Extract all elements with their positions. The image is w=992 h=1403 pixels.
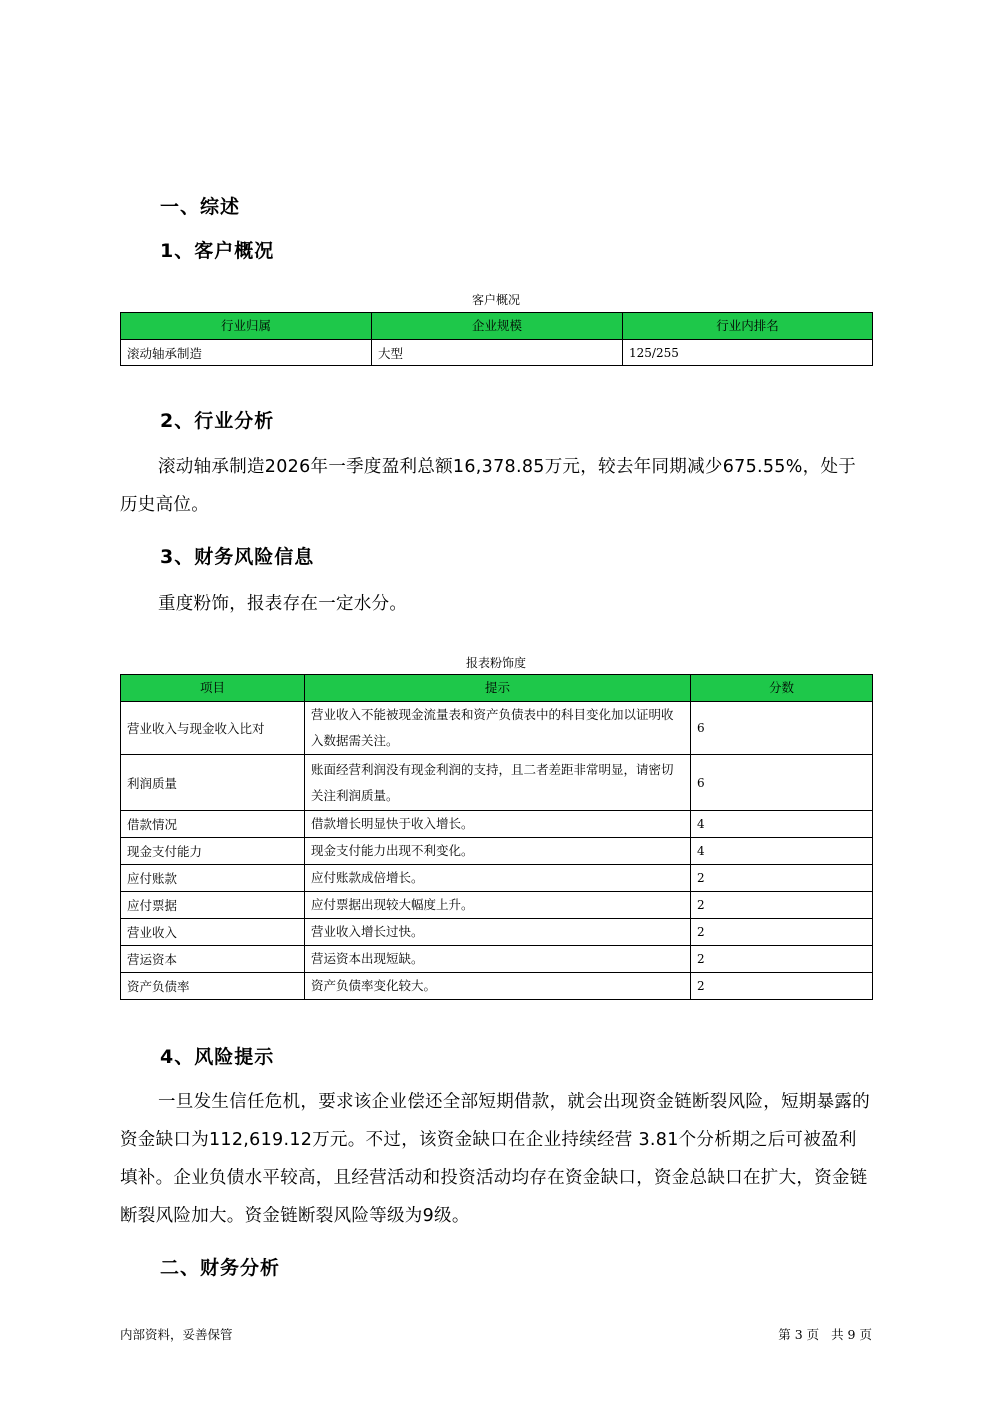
row-score: 2: [691, 919, 873, 946]
row-tip: 营业收入增长过快。: [305, 919, 691, 946]
customer-table-header-row: [121, 313, 873, 340]
row-score: 2: [691, 946, 873, 973]
row-item: 借款情况: [121, 811, 305, 838]
row-score: 6: [691, 702, 873, 755]
row-tip: 应付账款成倍增长。: [305, 865, 691, 892]
row-item: 应付账款: [121, 865, 305, 892]
row-tip: 现金支付能力出现不利变化。: [305, 838, 691, 865]
customer-header-rank: 行业内排名: [623, 313, 873, 340]
embellish-header-score: 分数: [691, 675, 873, 702]
row-tip: 资产负债率变化较大。: [305, 973, 691, 1000]
row-score: 6: [691, 755, 873, 811]
customer-rank-cell: 125/255: [623, 340, 873, 366]
heading-customer-overview: 1、客户概况: [160, 240, 275, 262]
table-row: [121, 755, 873, 811]
embellish-header-tip: 提示: [305, 675, 691, 702]
customer-table-row: [121, 340, 873, 366]
footer-confidential: 内部资料，妥善保管: [120, 1327, 233, 1342]
row-tip: 营运资本出现短缺。: [305, 946, 691, 973]
table-row: [121, 973, 873, 1000]
heading-financial-analysis: 二、财务分析: [160, 1257, 281, 1279]
row-score: 2: [691, 973, 873, 1000]
heading-overview: 一、综述: [160, 196, 241, 218]
industry-paragraph: 滚动轴承制造2026年一季度盈利总额16,378.85万元，较去年同期减少675.55%，处于历史高位。: [120, 457, 857, 515]
financial-risk-paragraph: 重度粉饰，报表存在一定水分。: [158, 594, 408, 614]
heading-financial-risk: 3、财务风险信息: [160, 546, 315, 568]
row-score: 4: [691, 811, 873, 838]
risk-paragraph: 一旦发生信任危机，要求该企业偿还全部短期借款，就会出现资金链断裂风险，短期暴露的资金缺口为112,619.12万元。不过，该资金缺口在企业持续经营 3.81个分析期之后可被盈利填补。企业负债水平较高，且经营活动和投资活动均存在资金缺口，资金总缺口在扩大，资金链断裂风险加大。资金链断裂风险等级为9级。: [120, 1092, 870, 1226]
row-score: 4: [691, 838, 873, 865]
customer-table: [120, 312, 873, 366]
row-score: 2: [691, 865, 873, 892]
table-row: [121, 702, 873, 755]
heading-risk-warning: 4、风险提示: [160, 1046, 275, 1068]
embellish-table-caption: 报表粉饰度: [465, 656, 526, 670]
row-tip: 应付票据出现较大幅度上升。: [305, 892, 691, 919]
row-item: 利润质量: [121, 755, 305, 811]
embellish-table-header-row: [121, 675, 873, 702]
table-row: [121, 838, 873, 865]
customer-industry-cell: 滚动轴承制造: [121, 340, 372, 366]
row-item: 应付票据: [121, 892, 305, 919]
row-tip: 借款增长明显快于收入增长。: [305, 811, 691, 838]
row-item: 营运资本: [121, 946, 305, 973]
row-item: 营业收入与现金收入比对: [121, 702, 305, 755]
customer-table-caption: 客户概况: [471, 293, 520, 307]
row-tip: 账面经营利润没有现金利润的支持，且二者差距非常明显，请密切关注利润质量。: [305, 755, 691, 811]
table-row: [121, 919, 873, 946]
customer-header-scale: 企业规模: [372, 313, 623, 340]
customer-scale-cell: 大型: [372, 340, 623, 366]
embellish-table: [120, 674, 873, 1000]
row-item: 营业收入: [121, 919, 305, 946]
row-tip: 营业收入不能被现金流量表和资产负债表中的科目变化加以证明收入数据需关注。: [305, 702, 691, 755]
row-item: 现金支付能力: [121, 838, 305, 865]
table-row: [121, 811, 873, 838]
embellish-header-item: 项目: [121, 675, 305, 702]
heading-industry-analysis: 2、行业分析: [160, 410, 275, 432]
row-item: 资产负债率: [121, 973, 305, 1000]
footer-page-number: 第 3 页 共 9 页: [778, 1327, 872, 1342]
customer-header-industry: 行业归属: [121, 313, 372, 340]
table-row: [121, 892, 873, 919]
table-row: [121, 946, 873, 973]
row-score: 2: [691, 892, 873, 919]
table-row: [121, 865, 873, 892]
